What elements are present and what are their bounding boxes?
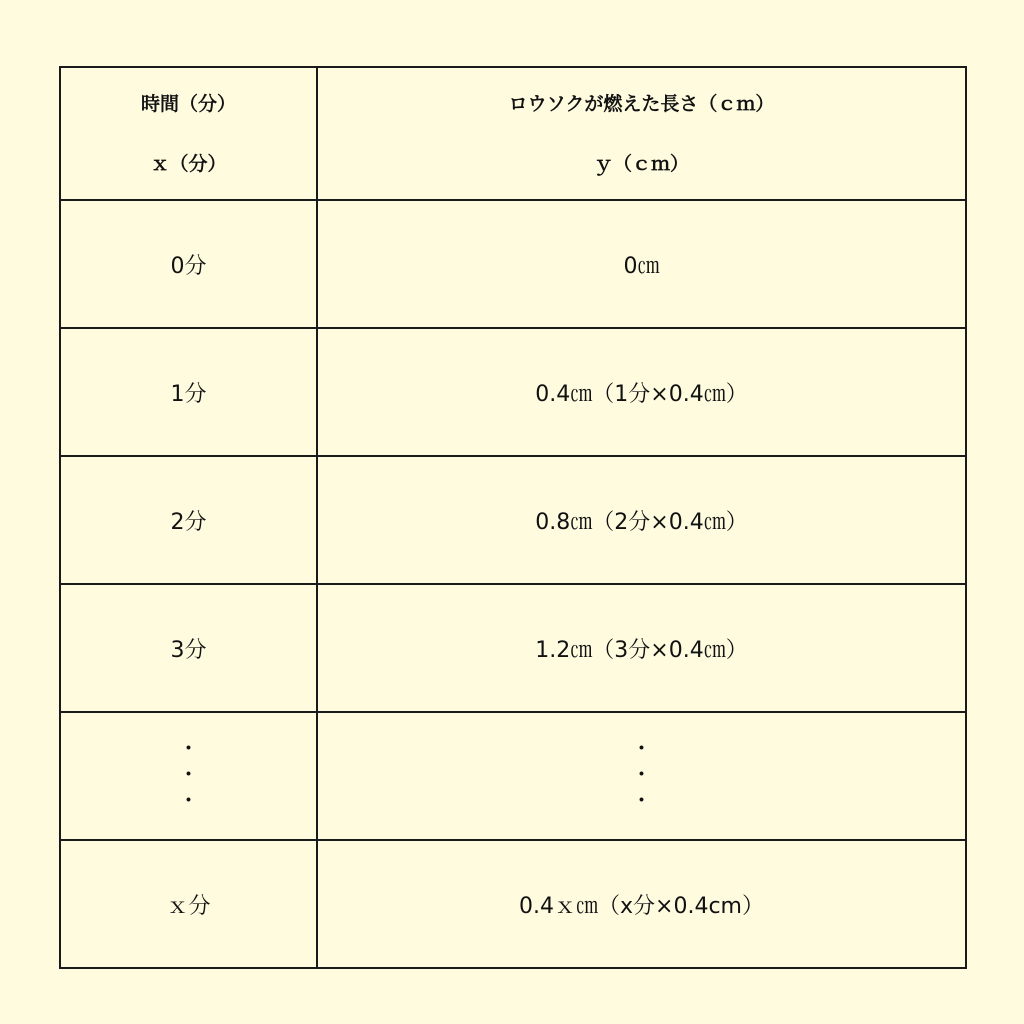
header-y-label: ｙ（ｃｍ） xyxy=(593,152,689,175)
header-length-label: ロウソクが燃えた長さ（ｃｍ） xyxy=(508,92,775,115)
ellipsis-dot: ・ xyxy=(630,737,653,762)
ellipsis-cell-x xyxy=(60,712,317,840)
cell-y: 0㎝ xyxy=(317,200,966,328)
table-header-row xyxy=(60,67,966,200)
header-time-label: 時間（分） xyxy=(140,92,236,115)
ellipsis-dot: ・ xyxy=(177,737,200,762)
table-row xyxy=(60,456,966,584)
ellipsis-dot: ・ xyxy=(630,789,653,814)
header-cell-length xyxy=(317,67,966,200)
ellipsis-dot: ・ xyxy=(177,763,200,788)
cell-x: 2分 xyxy=(60,456,317,584)
cell-x: ｘ分 xyxy=(60,840,317,968)
table-row xyxy=(60,200,966,328)
header-cell-time xyxy=(60,67,317,200)
ellipsis-cell-y xyxy=(317,712,966,840)
ellipsis-row xyxy=(60,712,966,840)
cell-x: 0分 xyxy=(60,200,317,328)
cell-x: 3分 xyxy=(60,584,317,712)
ellipsis-dot: ・ xyxy=(630,763,653,788)
cell-y: 0.4ｘ㎝（x分×0.4cm） xyxy=(317,840,966,968)
candle-burn-table xyxy=(59,66,967,969)
ellipsis-dot: ・ xyxy=(177,789,200,814)
cell-x: 1分 xyxy=(60,328,317,456)
cell-y: 0.4㎝（1分×0.4㎝） xyxy=(317,328,966,456)
cell-y: 0.8㎝（2分×0.4㎝） xyxy=(317,456,966,584)
cell-y: 1.2㎝（3分×0.4㎝） xyxy=(317,584,966,712)
table-row xyxy=(60,584,966,712)
table-row xyxy=(60,840,966,968)
table-row xyxy=(60,328,966,456)
header-x-label: ｘ（分） xyxy=(150,152,227,175)
